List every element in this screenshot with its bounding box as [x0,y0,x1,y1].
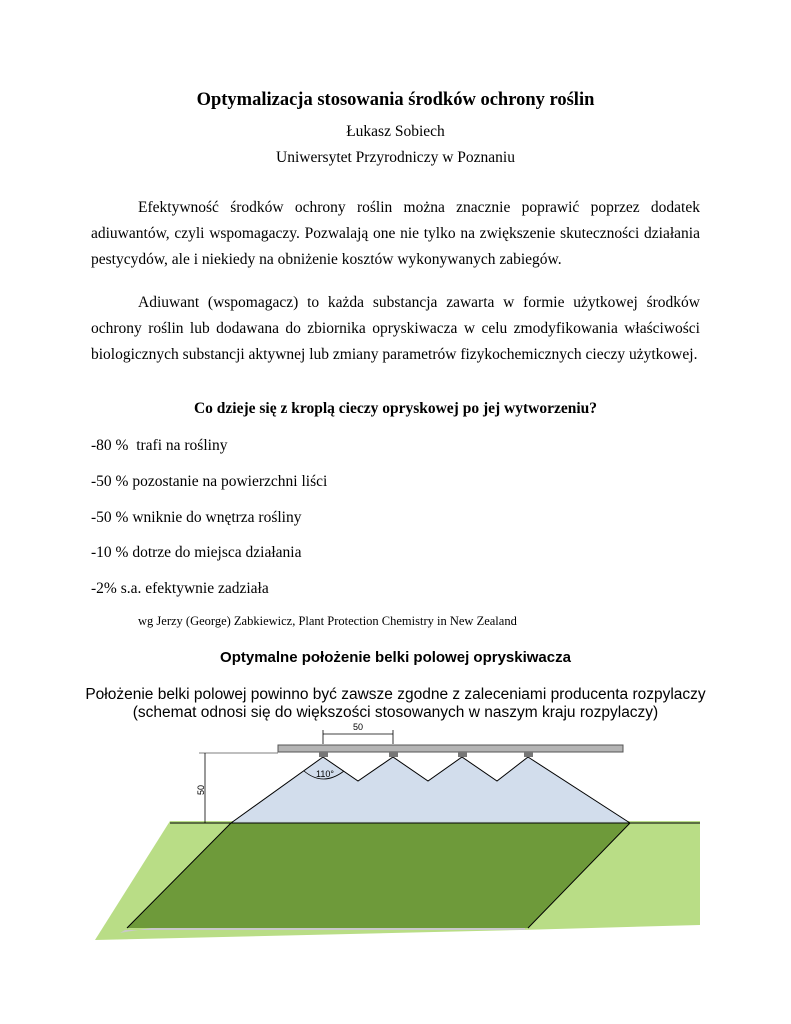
list-item: -80 % trafi na rośliny [91,437,228,454]
spray-overlap-lines [323,757,528,781]
paragraph-1-text: Efektywność środków ochrony roślin można znacznie poprawić poprzez dodatek adiuwantów, czyli wspomagaczy. Pozwalają one nie tylko na zwiększenie skuteczności działania pestycydów, ale i niekiedy na obniżenie kosztów wykonywanych zabiegów. [91,199,700,268]
list-item: -50 % wniknie do wnętrza rośliny [91,509,302,526]
height-label: 50 [196,784,206,796]
question-heading: Co dzieje się z kroplą cieczy opryskowej po jej wytworzeniu? [193,400,598,417]
nozzle [524,752,533,757]
paragraph-adjuvant-efficiency [91,195,700,273]
author-name: Łukasz Sobiech [346,123,445,140]
source-citation: wg Jerzy (George) Zabkiewicz, Plant Protection Chemistry in New Zealand [138,614,517,628]
affiliation: Uniwersytet Przyrodniczy w Poznaniu [276,149,515,166]
paragraph-adjuvant-definition [91,290,700,368]
nozzle [389,752,398,757]
section-text-line-1: Położenie belki polowej powinno być zawsze zgodne z zaleceniami producenta rozpylaczy [85,686,706,703]
list-item: -50 % pozostanie na powierzchni liści [91,473,328,490]
boom-bar [278,745,623,752]
nozzle [458,752,467,757]
document-title: Optymalizacja stosowania środków ochrony roślin [196,90,595,110]
nozzle [319,752,328,757]
spray-fan [231,757,630,823]
boom-position-diagram [0,715,791,945]
paragraph-2-text: Adiuwant (wspomagacz) to każda substancja zawarta w formie użytkowej środków ochrony roślin lub dodawana do zbiornika opryskiwacza w celu zmodyfikowania właściwości biologicznych substancji aktywnej lub zmiany parametrów fizykochemicznych cieczy użytkowej. [91,294,700,363]
angle-label: 110° [316,769,334,779]
section-text-line-2: (schemat odnosi się do większości stosowanych w naszym kraju rozpylaczy) [132,704,659,721]
list-item: -10 % dotrze do miejsca działania [91,544,302,561]
list-item: -2% s.a. efektywnie zadziała [91,580,269,597]
spacing-label: 50 [352,722,364,732]
section-heading: Optymalne położenie belki polowej opryskiwacza [220,649,571,666]
